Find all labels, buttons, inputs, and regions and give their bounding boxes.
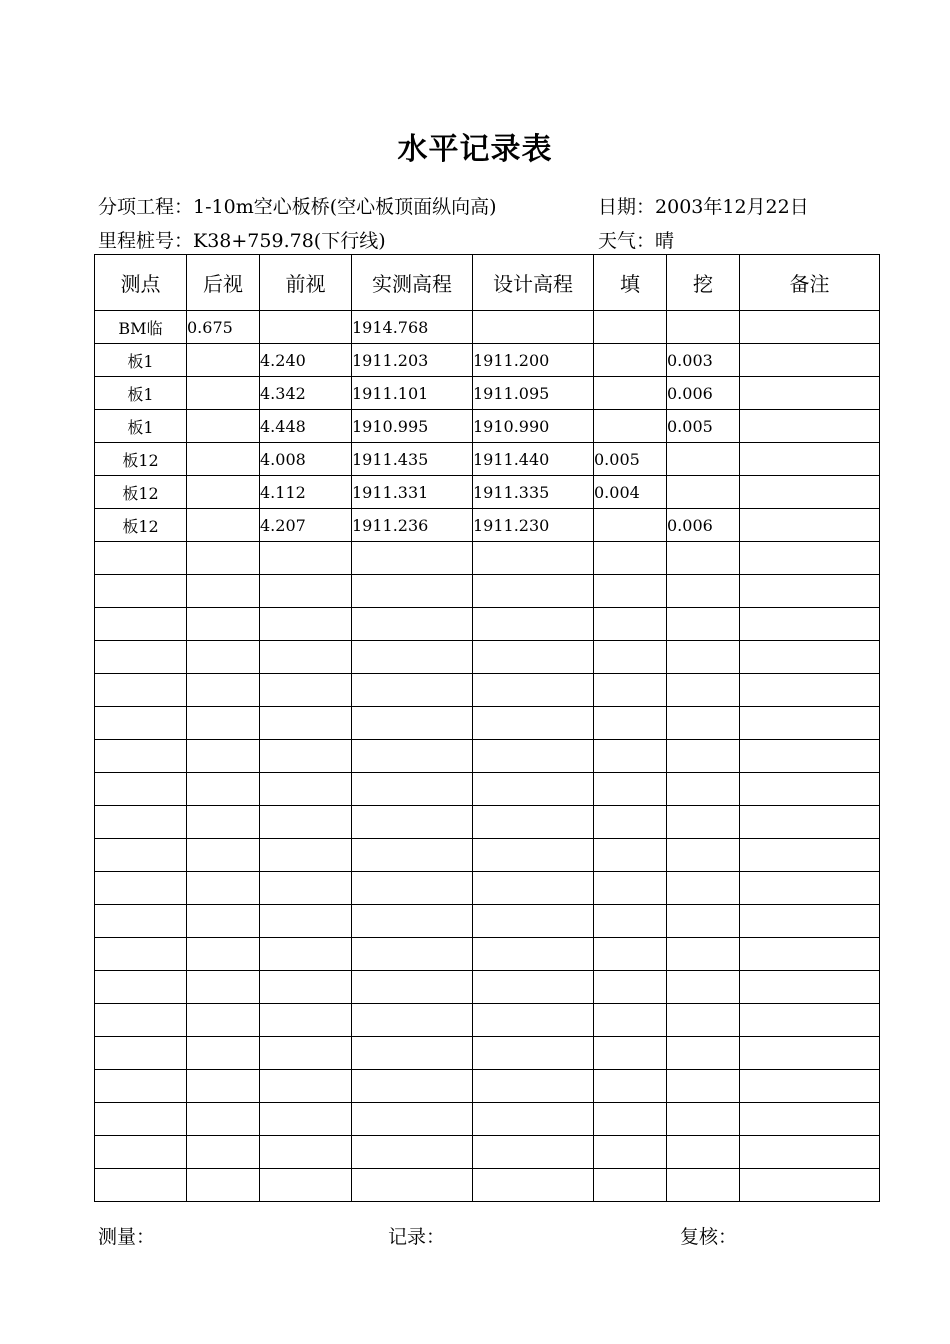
table-row-empty (95, 1136, 880, 1169)
cell-cut (667, 740, 740, 773)
cell-point (95, 1070, 187, 1103)
cell-measured-elevation (352, 905, 473, 938)
cell-backsight (187, 674, 260, 707)
cell-measured-elevation: 1914.768 (352, 311, 473, 344)
table-row-empty (95, 1103, 880, 1136)
cell-fill (594, 311, 667, 344)
table-row-empty (95, 1169, 880, 1202)
table-header-row (95, 255, 880, 311)
table-row-empty (95, 707, 880, 740)
cell-point (95, 971, 187, 1004)
cell-design-elevation (473, 773, 594, 806)
cell-foresight (260, 1103, 352, 1136)
cell-design-elevation (473, 806, 594, 839)
cell-point (95, 740, 187, 773)
cell-measured-elevation (352, 740, 473, 773)
cell-point (95, 806, 187, 839)
cell-cut (667, 476, 740, 509)
table-row-empty (95, 641, 880, 674)
level-record-table (94, 254, 880, 1202)
cell-design-elevation (473, 1136, 594, 1169)
cell-backsight (187, 1070, 260, 1103)
cell-fill (594, 938, 667, 971)
cell-design-elevation (473, 1103, 594, 1136)
cell-design-elevation (473, 674, 594, 707)
cell-remarks (740, 476, 880, 509)
weather-info (598, 226, 674, 253)
cell-fill (594, 806, 667, 839)
cell-point: BM临 (95, 311, 187, 344)
cell-remarks (740, 1136, 880, 1169)
cell-fill (594, 971, 667, 1004)
cell-fill (594, 740, 667, 773)
cell-measured-elevation (352, 674, 473, 707)
cell-design-elevation (473, 839, 594, 872)
cell-remarks (740, 674, 880, 707)
cell-design-elevation (473, 311, 594, 344)
cell-cut: 0.006 (667, 377, 740, 410)
cell-remarks (740, 410, 880, 443)
cell-foresight (260, 1169, 352, 1202)
column-header-design-elevation: 设计高程 (473, 255, 594, 311)
cell-foresight (260, 1037, 352, 1070)
table-row-empty (95, 971, 880, 1004)
cell-design-elevation: 1911.230 (473, 509, 594, 542)
cell-measured-elevation (352, 1103, 473, 1136)
cell-point (95, 542, 187, 575)
cell-foresight (260, 542, 352, 575)
cell-measured-elevation (352, 575, 473, 608)
cell-remarks (740, 575, 880, 608)
column-header-backsight: 后视 (187, 255, 260, 311)
cell-cut (667, 839, 740, 872)
cell-fill (594, 509, 667, 542)
cell-foresight (260, 707, 352, 740)
station-info (98, 226, 386, 253)
cell-backsight (187, 740, 260, 773)
cell-backsight (187, 476, 260, 509)
cell-measured-elevation (352, 806, 473, 839)
station-value: K38+759.78(下行线) (193, 230, 386, 252)
cell-remarks (740, 377, 880, 410)
cell-foresight (260, 641, 352, 674)
table-row-empty (95, 806, 880, 839)
cell-foresight (260, 773, 352, 806)
cell-foresight (260, 806, 352, 839)
cell-foresight: 4.207 (260, 509, 352, 542)
cell-measured-elevation (352, 641, 473, 674)
cell-foresight (260, 938, 352, 971)
cell-design-elevation (473, 707, 594, 740)
cell-measured-elevation: 1911.435 (352, 443, 473, 476)
cell-point (95, 1136, 187, 1169)
cell-fill (594, 773, 667, 806)
table-row (95, 410, 880, 443)
cell-foresight: 4.008 (260, 443, 352, 476)
table-row-empty (95, 872, 880, 905)
page-title: 水平记录表 (397, 132, 553, 167)
cell-cut (667, 608, 740, 641)
cell-fill: 0.005 (594, 443, 667, 476)
cell-remarks (740, 938, 880, 971)
cell-design-elevation (473, 1169, 594, 1202)
cell-measured-elevation (352, 872, 473, 905)
cell-point (95, 1169, 187, 1202)
cell-remarks (740, 443, 880, 476)
signature-check: 复核： (680, 1226, 738, 1248)
cell-design-elevation (473, 872, 594, 905)
cell-backsight (187, 1169, 260, 1202)
cell-backsight (187, 1004, 260, 1037)
column-header-foresight: 前视 (260, 255, 352, 311)
cell-measured-elevation: 1911.203 (352, 344, 473, 377)
cell-remarks (740, 1169, 880, 1202)
cell-cut (667, 938, 740, 971)
cell-remarks (740, 344, 880, 377)
cell-point (95, 707, 187, 740)
cell-cut (667, 575, 740, 608)
cell-measured-elevation (352, 1070, 473, 1103)
cell-foresight (260, 740, 352, 773)
cell-backsight (187, 1037, 260, 1070)
cell-foresight (260, 674, 352, 707)
signature-record: 记录： (388, 1226, 446, 1248)
table-row (95, 476, 880, 509)
cell-remarks (740, 872, 880, 905)
cell-cut (667, 443, 740, 476)
cell-point: 板1 (95, 377, 187, 410)
cell-measured-elevation: 1911.236 (352, 509, 473, 542)
cell-remarks (740, 707, 880, 740)
cell-design-elevation (473, 938, 594, 971)
cell-cut: 0.003 (667, 344, 740, 377)
cell-design-elevation: 1911.200 (473, 344, 594, 377)
cell-backsight (187, 509, 260, 542)
cell-remarks (740, 509, 880, 542)
cell-remarks (740, 971, 880, 1004)
cell-design-elevation: 1911.440 (473, 443, 594, 476)
cell-foresight (260, 839, 352, 872)
table-row-empty (95, 740, 880, 773)
cell-remarks (740, 740, 880, 773)
cell-foresight (260, 1070, 352, 1103)
cell-cut (667, 872, 740, 905)
cell-remarks (740, 1004, 880, 1037)
column-header-point: 测点 (95, 255, 187, 311)
cell-measured-elevation (352, 839, 473, 872)
table-row-empty (95, 674, 880, 707)
cell-foresight (260, 608, 352, 641)
cell-backsight (187, 872, 260, 905)
cell-design-elevation (473, 905, 594, 938)
cell-design-elevation (473, 608, 594, 641)
cell-design-elevation (473, 641, 594, 674)
cell-fill (594, 1070, 667, 1103)
cell-foresight: 4.112 (260, 476, 352, 509)
cell-cut (667, 905, 740, 938)
cell-design-elevation (473, 1004, 594, 1037)
cell-measured-elevation (352, 1169, 473, 1202)
cell-fill (594, 344, 667, 377)
table-row-empty (95, 608, 880, 641)
cell-foresight: 4.448 (260, 410, 352, 443)
table-row-empty (95, 938, 880, 971)
cell-cut (667, 773, 740, 806)
cell-cut: 0.005 (667, 410, 740, 443)
cell-fill (594, 707, 667, 740)
cell-fill (594, 1037, 667, 1070)
cell-point: 板12 (95, 443, 187, 476)
weather-value: 晴 (655, 230, 675, 252)
cell-fill (594, 872, 667, 905)
cell-fill (594, 1103, 667, 1136)
column-header-remarks: 备注 (740, 255, 880, 311)
weather-label: 天气： (598, 230, 656, 252)
cell-cut (667, 1037, 740, 1070)
cell-measured-elevation: 1911.331 (352, 476, 473, 509)
cell-point (95, 872, 187, 905)
cell-fill (594, 608, 667, 641)
project-value: 1-10m空心板桥(空心板顶面纵向高) (193, 196, 497, 218)
cell-backsight (187, 608, 260, 641)
cell-backsight (187, 971, 260, 1004)
cell-measured-elevation (352, 938, 473, 971)
cell-backsight (187, 410, 260, 443)
cell-remarks (740, 641, 880, 674)
cell-remarks (740, 311, 880, 344)
cell-remarks (740, 542, 880, 575)
cell-design-elevation (473, 575, 594, 608)
cell-backsight (187, 938, 260, 971)
column-header-measured-elevation: 实测高程 (352, 255, 473, 311)
cell-fill (594, 905, 667, 938)
cell-point (95, 1004, 187, 1037)
cell-measured-elevation: 1910.995 (352, 410, 473, 443)
cell-design-elevation (473, 542, 594, 575)
cell-fill (594, 542, 667, 575)
cell-point: 板12 (95, 509, 187, 542)
column-header-fill: 填 (594, 255, 667, 311)
cell-fill (594, 410, 667, 443)
cell-design-elevation (473, 971, 594, 1004)
cell-remarks (740, 1070, 880, 1103)
cell-point (95, 1103, 187, 1136)
cell-foresight (260, 872, 352, 905)
cell-fill (594, 674, 667, 707)
cell-foresight (260, 971, 352, 1004)
date-value: 2003年12月22日 (655, 196, 809, 218)
cell-fill (594, 377, 667, 410)
station-label: 里程桩号： (98, 230, 194, 252)
cell-point: 板12 (95, 476, 187, 509)
cell-design-elevation (473, 740, 594, 773)
table-row-empty (95, 905, 880, 938)
cell-cut (667, 311, 740, 344)
cell-measured-elevation: 1911.101 (352, 377, 473, 410)
cell-point (95, 641, 187, 674)
cell-foresight (260, 905, 352, 938)
signature-measure: 测量： (98, 1226, 156, 1248)
cell-point (95, 608, 187, 641)
table-row-empty (95, 773, 880, 806)
cell-foresight (260, 1136, 352, 1169)
cell-fill (594, 1136, 667, 1169)
table-row (95, 311, 880, 344)
cell-cut (667, 971, 740, 1004)
cell-remarks (740, 839, 880, 872)
cell-fill (594, 641, 667, 674)
cell-measured-elevation (352, 1037, 473, 1070)
cell-backsight (187, 806, 260, 839)
cell-backsight (187, 344, 260, 377)
table-row (95, 443, 880, 476)
cell-cut (667, 542, 740, 575)
cell-remarks (740, 905, 880, 938)
cell-foresight (260, 575, 352, 608)
date-label: 日期： (598, 196, 656, 218)
cell-foresight: 4.240 (260, 344, 352, 377)
cell-backsight: 0.675 (187, 311, 260, 344)
cell-foresight: 4.342 (260, 377, 352, 410)
table-row-empty (95, 1037, 880, 1070)
cell-remarks (740, 1037, 880, 1070)
table-row (95, 509, 880, 542)
cell-backsight (187, 575, 260, 608)
cell-remarks (740, 1103, 880, 1136)
cell-design-elevation: 1910.990 (473, 410, 594, 443)
cell-cut (667, 806, 740, 839)
cell-cut: 0.006 (667, 509, 740, 542)
cell-cut (667, 1004, 740, 1037)
cell-fill: 0.004 (594, 476, 667, 509)
cell-backsight (187, 377, 260, 410)
table-row (95, 377, 880, 410)
cell-point: 板1 (95, 344, 187, 377)
cell-backsight (187, 1103, 260, 1136)
cell-cut (667, 1169, 740, 1202)
project-info (98, 192, 497, 219)
table-row (95, 344, 880, 377)
cell-backsight (187, 839, 260, 872)
cell-design-elevation (473, 1037, 594, 1070)
cell-measured-elevation (352, 707, 473, 740)
cell-cut (667, 1070, 740, 1103)
cell-remarks (740, 608, 880, 641)
cell-cut (667, 1103, 740, 1136)
cell-point: 板1 (95, 410, 187, 443)
table-row-empty (95, 839, 880, 872)
cell-measured-elevation (352, 1004, 473, 1037)
cell-point (95, 674, 187, 707)
cell-fill (594, 1169, 667, 1202)
cell-point (95, 773, 187, 806)
cell-measured-elevation (352, 971, 473, 1004)
table-row-empty (95, 575, 880, 608)
cell-cut (667, 707, 740, 740)
cell-cut (667, 641, 740, 674)
cell-fill (594, 1004, 667, 1037)
cell-backsight (187, 773, 260, 806)
cell-fill (594, 575, 667, 608)
cell-measured-elevation (352, 1136, 473, 1169)
cell-design-elevation (473, 1070, 594, 1103)
cell-measured-elevation (352, 542, 473, 575)
cell-point (95, 938, 187, 971)
cell-cut (667, 1136, 740, 1169)
project-label: 分项工程： (98, 196, 194, 218)
cell-remarks (740, 773, 880, 806)
cell-point (95, 575, 187, 608)
cell-cut (667, 674, 740, 707)
cell-fill (594, 839, 667, 872)
cell-remarks (740, 806, 880, 839)
cell-measured-elevation (352, 773, 473, 806)
cell-foresight (260, 1004, 352, 1037)
cell-design-elevation: 1911.095 (473, 377, 594, 410)
table-row-empty (95, 542, 880, 575)
cell-design-elevation: 1911.335 (473, 476, 594, 509)
table-row-empty (95, 1004, 880, 1037)
date-info (598, 192, 809, 219)
cell-backsight (187, 905, 260, 938)
cell-backsight (187, 443, 260, 476)
column-header-cut: 挖 (667, 255, 740, 311)
cell-foresight (260, 311, 352, 344)
cell-point (95, 839, 187, 872)
cell-backsight (187, 707, 260, 740)
cell-backsight (187, 641, 260, 674)
cell-measured-elevation (352, 608, 473, 641)
cell-backsight (187, 1136, 260, 1169)
table-row-empty (95, 1070, 880, 1103)
cell-backsight (187, 542, 260, 575)
cell-point (95, 1037, 187, 1070)
cell-point (95, 905, 187, 938)
